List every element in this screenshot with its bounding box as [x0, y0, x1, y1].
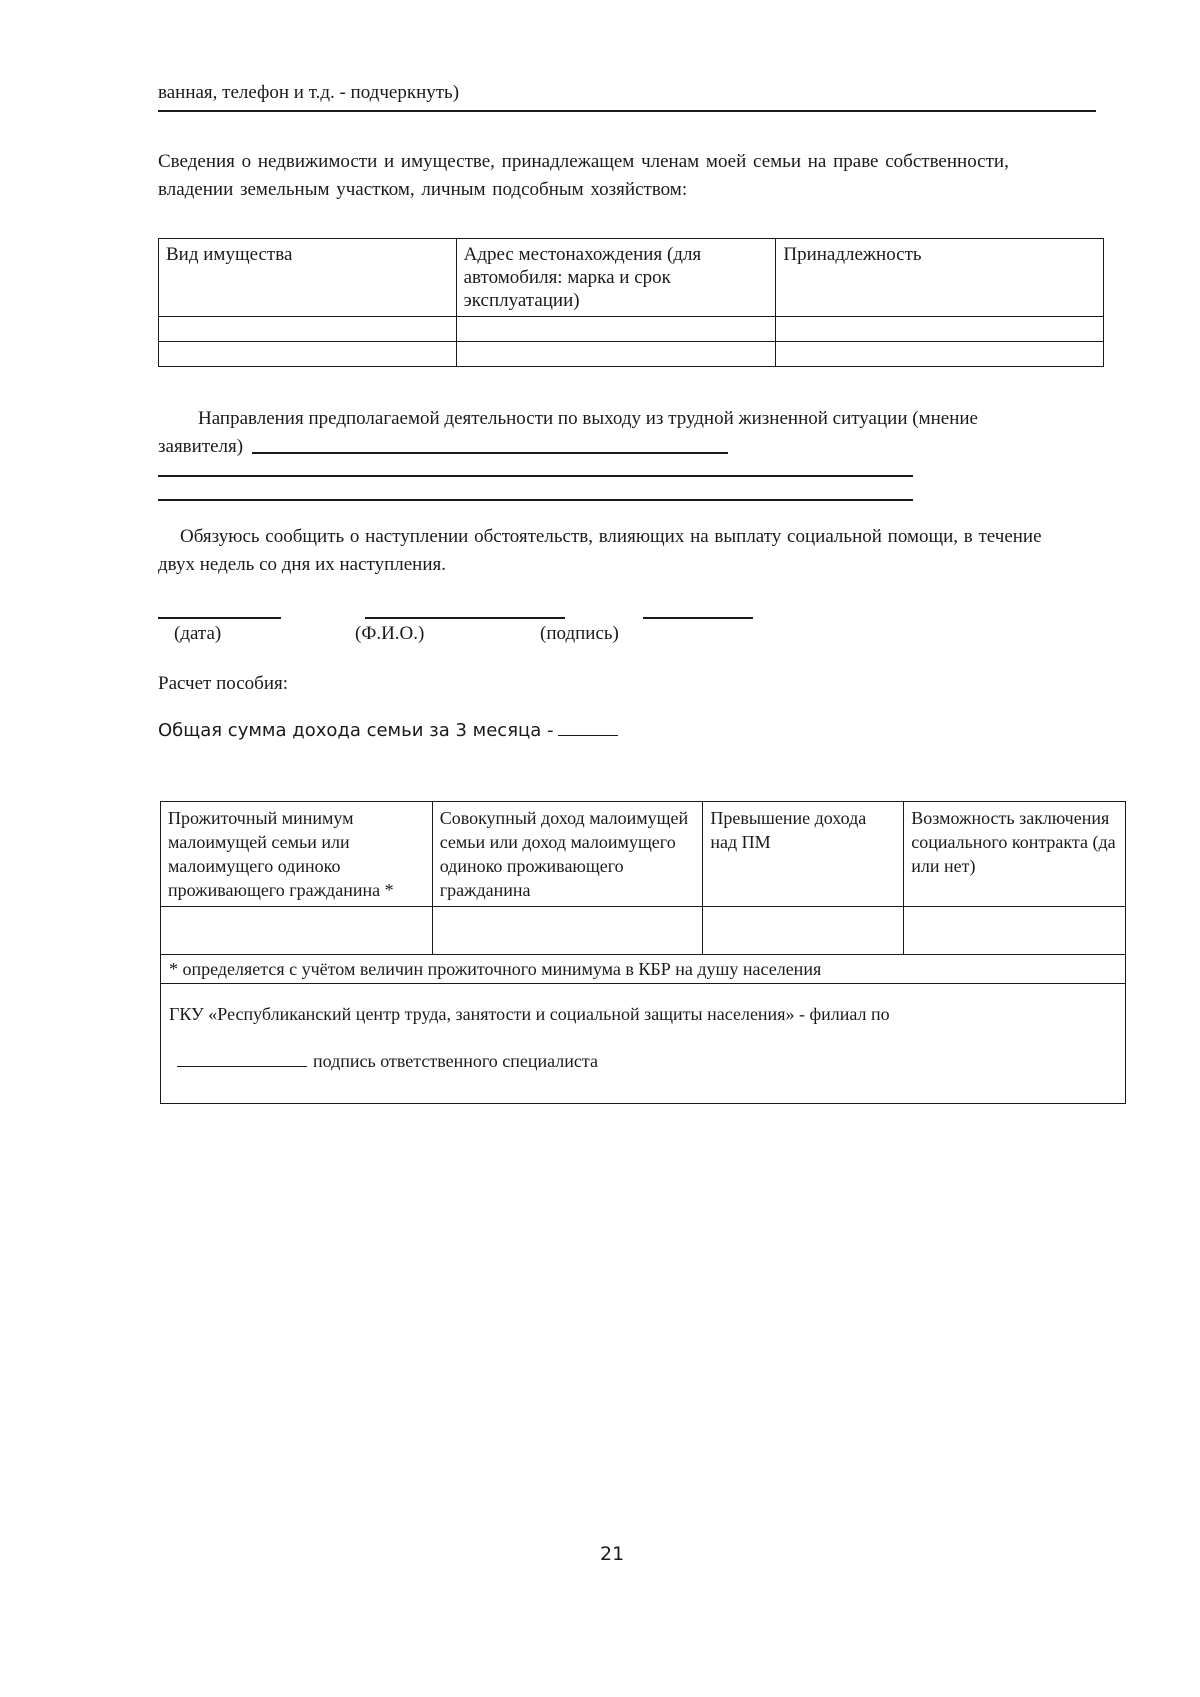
table-row [159, 317, 1104, 342]
org-cell [161, 984, 1126, 1104]
table-cell [159, 317, 457, 342]
top-rule [158, 110, 1096, 112]
income-line [158, 719, 618, 741]
table-row [161, 907, 1126, 955]
property-table [158, 238, 1104, 367]
header-cell: Принадлежность [776, 239, 1104, 317]
specialist-signature-label: подпись ответственного специалиста [313, 1051, 598, 1071]
fill-in-line [252, 452, 728, 454]
signature-label: (подпись) [540, 623, 619, 644]
specialist-signature [169, 1048, 1117, 1073]
org-line: ГКУ «Республиканский центр труда, занятости и социальной защиты населения» - филиал по [169, 1004, 890, 1024]
fio-line [365, 617, 565, 619]
fio-label: (Ф.И.О.) [355, 623, 425, 644]
direction-text: Направления предполагаемой деятельности по выходу из трудной жизненной ситуации (мнение [198, 408, 978, 429]
income-blank [558, 719, 618, 736]
obligation-text-cont: двух недель со дня их наступления. [158, 554, 447, 575]
date-label: (дата) [174, 623, 222, 644]
table-cell [776, 342, 1104, 367]
table-header-row [159, 239, 1104, 317]
table-cell [456, 342, 776, 367]
header-cell: Прожиточный минимум малоимущей семьи или малоимущего одиноко проживающего гражданина * [161, 802, 433, 907]
calc-label: Расчет пособия: [158, 673, 289, 694]
date-line [158, 617, 281, 619]
table-cell [776, 317, 1104, 342]
header-cell: Адрес местонахождения (для автомобиля: марка и срок эксплуатации) [456, 239, 776, 317]
fill-in-line [158, 499, 913, 501]
signature-line [643, 617, 753, 619]
table-cell [703, 907, 904, 955]
calc-table [160, 801, 1126, 1104]
signature-blank [177, 1048, 307, 1067]
header-cell: Вид имущества [159, 239, 457, 317]
table-header-row [161, 802, 1126, 907]
table-cell [159, 342, 457, 367]
page-number: 21 [600, 1543, 625, 1565]
direction-text-cont: заявителя) [158, 436, 244, 457]
fill-in-line [158, 475, 913, 477]
continued-text: ванная, телефон и т.д. - подчеркнуть) [158, 82, 460, 103]
header-cell: Совокупный доход малоимущей семьи или доход малоимущего одиноко проживающего гражданина [432, 802, 703, 907]
footnote-row [161, 955, 1126, 984]
property-intro: Сведения о недвижимости и имуществе, принадлежащем членам моей семьи на праве собственности, владении земельным участком, личным подсобным хозяйством: [158, 151, 1009, 200]
org-row [161, 984, 1126, 1104]
table-cell [161, 907, 433, 955]
header-cell: Возможность заключения социального контракта (да или нет) [904, 802, 1126, 907]
table-cell [904, 907, 1126, 955]
table-cell [456, 317, 776, 342]
table-cell [432, 907, 703, 955]
obligation-text: Обязуюсь сообщить о наступлении обстоятельств, влияющих на выплату социальной помощи, в течение [180, 526, 1042, 547]
footnote: * определяется с учётом величин прожиточного минимума в КБР на душу населения [161, 955, 1126, 984]
income-label: Общая сумма дохода семьи за 3 месяца - [158, 720, 554, 741]
header-cell: Превышение дохода над ПМ [703, 802, 904, 907]
table-row [159, 342, 1104, 367]
